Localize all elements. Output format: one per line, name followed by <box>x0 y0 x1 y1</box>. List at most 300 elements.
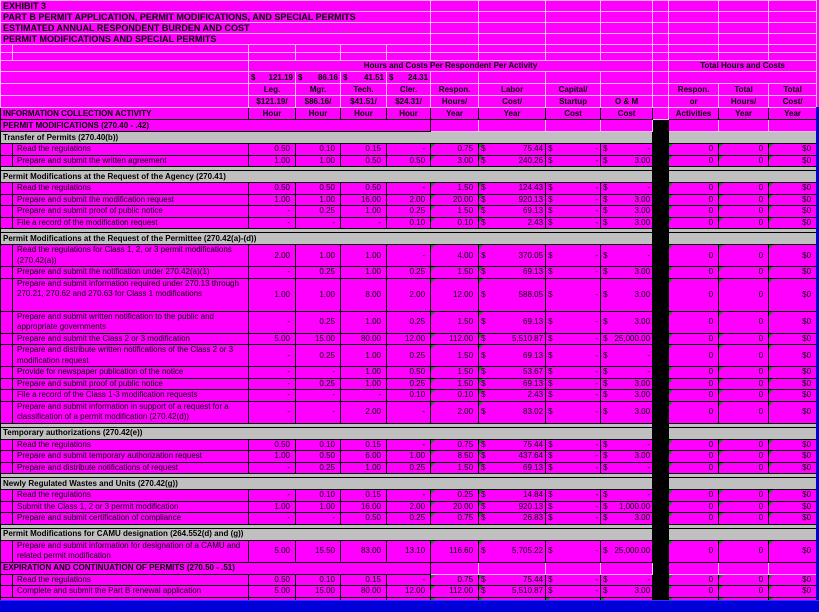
cell-respondent-hours[interactable]: 8.50 <box>431 451 479 463</box>
column-header[interactable]: O & M <box>601 96 653 108</box>
empty-cell[interactable] <box>249 45 296 53</box>
empty-cell[interactable] <box>546 53 601 61</box>
column-header[interactable]: Total <box>719 84 769 96</box>
indent-cell[interactable] <box>1 390 13 402</box>
activity-label[interactable]: Read the regulations <box>13 490 249 502</box>
empty-cell[interactable] <box>546 34 601 45</box>
cell-total-hours[interactable]: 0 <box>719 333 769 345</box>
empty-cell[interactable] <box>546 12 601 23</box>
cell-om-cost[interactable] <box>601 345 653 367</box>
cell-legal-hours[interactable]: 0.50 <box>249 183 296 195</box>
cell-respondents[interactable]: 0 <box>669 540 719 562</box>
cell-capital-startup-cost[interactable] <box>546 390 601 402</box>
cell-clerical-hours[interactable]: 0.50 <box>387 367 431 379</box>
column-header[interactable]: Year <box>719 108 769 120</box>
cell-clerical-hours[interactable]: 12.00 <box>387 333 431 345</box>
empty-cell[interactable] <box>387 53 431 61</box>
column-header[interactable]: Cost/ <box>769 96 817 108</box>
column-header[interactable]: Activities <box>669 108 719 120</box>
cell-manager-hours[interactable]: 0.10 <box>296 439 341 451</box>
cell-manager-hours[interactable]: 0.25 <box>296 206 341 218</box>
cell-capital-startup-cost[interactable] <box>546 586 601 598</box>
cell-legal-hours[interactable]: - <box>249 367 296 379</box>
cell-labor-cost[interactable] <box>479 206 546 218</box>
cell-technical-hours[interactable]: 1.00 <box>341 245 387 267</box>
indent-cell[interactable] <box>1 586 13 598</box>
title-text[interactable]: ESTIMATED ANNUAL RESPONDENT BURDEN AND COST <box>1 23 431 34</box>
indent-cell[interactable] <box>1 245 13 267</box>
cell-total-cost[interactable]: $0 <box>769 245 817 267</box>
cell-total-cost[interactable]: $0 <box>769 513 817 525</box>
section-header[interactable]: Newly Regulated Wastes and Units (270.42(g)) <box>1 478 653 490</box>
cell-technical-hours[interactable]: 16.00 <box>341 501 387 513</box>
cell-manager-hours[interactable]: 0.25 <box>296 267 341 279</box>
cell-total-hours[interactable]: 0 <box>719 267 769 279</box>
cell-respondents[interactable]: 0 <box>669 513 719 525</box>
cell-respondents[interactable]: 0 <box>669 245 719 267</box>
cell-capital-startup-cost[interactable] <box>546 245 601 267</box>
cell-legal-hours[interactable]: 2.00 <box>249 245 296 267</box>
cell-technical-hours[interactable]: 1.00 <box>341 267 387 279</box>
cell-legal-hours[interactable]: 1.00 <box>249 451 296 463</box>
cell-legal-hours[interactable]: - <box>249 378 296 390</box>
cell-capital-startup-cost[interactable] <box>546 311 601 333</box>
cell-manager-hours[interactable]: 0.25 <box>296 378 341 390</box>
rate-cell[interactable] <box>341 72 387 84</box>
indent-cell[interactable] <box>1 278 13 311</box>
empty-cell[interactable] <box>719 562 769 574</box>
column-header[interactable] <box>601 84 653 96</box>
cell-legal-hours[interactable]: - <box>249 390 296 402</box>
cell-legal-hours[interactable]: - <box>249 401 296 423</box>
empty-cell[interactable] <box>546 23 601 34</box>
empty-cell[interactable] <box>653 12 669 23</box>
empty-cell[interactable] <box>431 12 479 23</box>
empty-cell[interactable] <box>479 12 546 23</box>
cell-om-cost[interactable] <box>601 513 653 525</box>
empty-cell[interactable] <box>431 72 479 84</box>
column-header[interactable]: Hour <box>296 108 341 120</box>
column-header[interactable]: Cost <box>601 108 653 120</box>
empty-cell[interactable] <box>669 23 719 34</box>
cell-total-hours[interactable]: 0 <box>719 401 769 423</box>
indent-cell[interactable] <box>1 540 13 562</box>
indent-cell[interactable] <box>1 439 13 451</box>
empty-cell[interactable] <box>669 45 719 53</box>
empty-cell[interactable] <box>341 45 387 53</box>
cell-respondent-hours[interactable]: 1.50 <box>431 367 479 379</box>
column-header[interactable]: Total <box>769 84 817 96</box>
cell-legal-hours[interactable]: - <box>249 311 296 333</box>
cell-om-cost[interactable] <box>601 155 653 167</box>
cell-clerical-hours[interactable]: - <box>387 183 431 195</box>
cell-total-cost[interactable]: $0 <box>769 574 817 586</box>
cell-labor-cost[interactable] <box>479 586 546 598</box>
cell-respondents[interactable]: 0 <box>669 378 719 390</box>
cell-om-cost[interactable] <box>601 183 653 195</box>
title-text[interactable]: PERMIT MODIFICATIONS AND SPECIAL PERMITS <box>1 34 431 45</box>
empty-cell[interactable] <box>1 84 249 96</box>
activity-label[interactable]: Prepare and submit information for designation of a CAMU and related permit modification <box>13 540 249 562</box>
cell-om-cost[interactable] <box>601 267 653 279</box>
cell-clerical-hours[interactable]: 0.25 <box>387 206 431 218</box>
cell-labor-cost[interactable] <box>479 278 546 311</box>
cell-total-cost[interactable]: $0 <box>769 267 817 279</box>
empty-cell[interactable] <box>669 53 719 61</box>
cell-om-cost[interactable] <box>601 451 653 463</box>
cell-respondent-hours[interactable]: 0.75 <box>431 439 479 451</box>
empty-cell[interactable] <box>669 233 817 245</box>
cell-technical-hours[interactable]: - <box>341 217 387 229</box>
indent-cell[interactable] <box>1 378 13 390</box>
cell-respondents[interactable]: 0 <box>669 501 719 513</box>
cell-clerical-hours[interactable]: 0.50 <box>387 155 431 167</box>
indent-cell[interactable] <box>1 206 13 218</box>
cell-labor-cost[interactable] <box>479 390 546 402</box>
empty-cell[interactable] <box>431 562 479 574</box>
empty-cell[interactable] <box>601 562 653 574</box>
cell-om-cost[interactable] <box>601 540 653 562</box>
cell-om-cost[interactable] <box>601 245 653 267</box>
cell-capital-startup-cost[interactable] <box>546 378 601 390</box>
empty-cell[interactable] <box>601 120 653 132</box>
cell-legal-hours[interactable]: 1.00 <box>249 278 296 311</box>
cell-labor-cost[interactable] <box>479 462 546 474</box>
cell-capital-startup-cost[interactable] <box>546 501 601 513</box>
activity-label[interactable]: Read the regulations <box>13 144 249 156</box>
cell-manager-hours[interactable]: 15.00 <box>296 333 341 345</box>
indent-cell[interactable] <box>1 333 13 345</box>
cell-respondents[interactable]: 0 <box>669 278 719 311</box>
empty-cell[interactable] <box>479 23 546 34</box>
cell-clerical-hours[interactable]: 0.10 <box>387 217 431 229</box>
cell-capital-startup-cost[interactable] <box>546 367 601 379</box>
activity-label[interactable]: Prepare and submit information in support of a request for a classification of a permit modification (270.42(d)) <box>13 401 249 423</box>
indent-cell[interactable] <box>1 217 13 229</box>
indent-cell[interactable] <box>1 345 13 367</box>
cell-capital-startup-cost[interactable] <box>546 345 601 367</box>
cell-total-cost[interactable]: $0 <box>769 490 817 502</box>
empty-cell[interactable] <box>653 23 669 34</box>
activity-label[interactable]: Prepare and submit temporary authorization request <box>13 451 249 463</box>
cell-om-cost[interactable] <box>601 501 653 513</box>
cell-total-hours[interactable]: 0 <box>719 345 769 367</box>
column-header[interactable]: Mgr. <box>296 84 341 96</box>
empty-cell[interactable] <box>479 45 546 53</box>
cell-manager-hours[interactable]: 0.25 <box>296 345 341 367</box>
empty-cell[interactable] <box>13 53 249 61</box>
cell-total-cost[interactable]: $0 <box>769 278 817 311</box>
cell-technical-hours[interactable]: 6.00 <box>341 451 387 463</box>
cell-legal-hours[interactable]: 1.00 <box>249 501 296 513</box>
title-text[interactable]: PART B PERMIT APPLICATION, PERMIT MODIFICATIONS, AND SPECIAL PERMITS <box>1 12 431 23</box>
cell-labor-cost[interactable] <box>479 574 546 586</box>
cell-labor-cost[interactable] <box>479 401 546 423</box>
cell-legal-hours[interactable]: - <box>249 462 296 474</box>
cell-manager-hours[interactable]: 0.25 <box>296 311 341 333</box>
section-header[interactable]: Temporary authorizations (270.42(e)) <box>1 427 653 439</box>
cell-legal-hours[interactable]: 1.00 <box>249 155 296 167</box>
empty-cell[interactable] <box>296 53 341 61</box>
cell-respondent-hours[interactable]: 20.00 <box>431 501 479 513</box>
column-header[interactable]: Respon. <box>669 84 719 96</box>
cell-respondents[interactable]: 0 <box>669 490 719 502</box>
column-header[interactable]: $24.31/ <box>387 96 431 108</box>
activity-label[interactable]: Prepare and submit written notification to the public and appropriate governments <box>13 311 249 333</box>
cell-clerical-hours[interactable]: 0.25 <box>387 513 431 525</box>
cell-technical-hours[interactable]: 1.00 <box>341 367 387 379</box>
activity-label[interactable]: Prepare and submit the modification request <box>13 194 249 206</box>
empty-cell[interactable] <box>719 53 769 61</box>
cell-respondent-hours[interactable]: 1.50 <box>431 311 479 333</box>
column-header[interactable]: Hour <box>387 108 431 120</box>
indent-cell[interactable] <box>1 513 13 525</box>
indent-cell[interactable] <box>1 501 13 513</box>
cell-respondent-hours[interactable]: 2.00 <box>431 401 479 423</box>
cell-respondent-hours[interactable]: 1.50 <box>431 206 479 218</box>
cell-technical-hours[interactable]: 0.50 <box>341 183 387 195</box>
column-header[interactable]: $121.19/ <box>249 96 296 108</box>
column-header[interactable]: Year <box>769 108 817 120</box>
cell-total-cost[interactable]: $0 <box>769 439 817 451</box>
activity-label[interactable]: Prepare and distribute notifications of request <box>13 462 249 474</box>
cell-om-cost[interactable] <box>601 333 653 345</box>
empty-cell[interactable] <box>479 53 546 61</box>
section-header[interactable]: Transfer of Permits (270.40(b)) <box>1 132 653 144</box>
cell-manager-hours[interactable]: 0.50 <box>296 183 341 195</box>
cell-respondents[interactable]: 0 <box>669 390 719 402</box>
activity-label[interactable]: Read the regulations for Class 1, 2, or 3 permit modifications (270.42(a)) <box>13 245 249 267</box>
cell-respondents[interactable]: 0 <box>669 206 719 218</box>
cell-total-hours[interactable]: 0 <box>719 155 769 167</box>
cell-capital-startup-cost[interactable] <box>546 451 601 463</box>
indent-cell[interactable] <box>1 267 13 279</box>
totals-band-header[interactable]: Total Hours and Costs <box>669 61 817 72</box>
cell-total-cost[interactable]: $0 <box>769 333 817 345</box>
cell-labor-cost[interactable] <box>479 155 546 167</box>
column-header[interactable]: Year <box>479 108 546 120</box>
empty-cell[interactable] <box>296 45 341 53</box>
indent-cell[interactable] <box>1 490 13 502</box>
cell-total-hours[interactable]: 0 <box>719 513 769 525</box>
cell-respondent-hours[interactable]: 20.00 <box>431 194 479 206</box>
cell-legal-hours[interactable]: 0.50 <box>249 439 296 451</box>
cell-total-hours[interactable]: 0 <box>719 311 769 333</box>
cell-om-cost[interactable] <box>601 378 653 390</box>
cell-total-cost[interactable]: $0 <box>769 378 817 390</box>
cell-capital-startup-cost[interactable] <box>546 278 601 311</box>
cell-clerical-hours[interactable]: 0.25 <box>387 378 431 390</box>
activity-label[interactable]: File a record of the modification request <box>13 217 249 229</box>
activity-label[interactable]: Prepare and submit the notification under 270.42(a)(1) <box>13 267 249 279</box>
cell-om-cost[interactable] <box>601 462 653 474</box>
empty-cell[interactable] <box>653 72 669 84</box>
cell-respondent-hours[interactable]: 1.50 <box>431 267 479 279</box>
cell-respondent-hours[interactable]: 112.00 <box>431 586 479 598</box>
indent-cell[interactable] <box>1 311 13 333</box>
cell-manager-hours[interactable]: - <box>296 367 341 379</box>
cell-legal-hours[interactable]: - <box>249 217 296 229</box>
cell-legal-hours[interactable]: - <box>249 267 296 279</box>
column-header[interactable]: Tech. <box>341 84 387 96</box>
empty-cell[interactable] <box>1 45 13 53</box>
empty-cell[interactable] <box>653 1 669 12</box>
indent-cell[interactable] <box>1 194 13 206</box>
cell-clerical-hours[interactable]: 0.25 <box>387 311 431 333</box>
cell-labor-cost[interactable] <box>479 267 546 279</box>
cell-labor-cost[interactable] <box>479 451 546 463</box>
cell-technical-hours[interactable]: 83.00 <box>341 540 387 562</box>
cell-total-cost[interactable]: $0 <box>769 217 817 229</box>
cell-om-cost[interactable] <box>601 194 653 206</box>
cell-total-hours[interactable]: 0 <box>719 245 769 267</box>
empty-cell[interactable] <box>669 171 817 183</box>
empty-cell[interactable] <box>601 34 653 45</box>
cell-respondents[interactable]: 0 <box>669 333 719 345</box>
cell-labor-cost[interactable] <box>479 333 546 345</box>
cell-total-hours[interactable]: 0 <box>719 378 769 390</box>
cell-respondent-hours[interactable]: 1.50 <box>431 378 479 390</box>
cell-respondent-hours[interactable]: 1.50 <box>431 183 479 195</box>
rate-cell[interactable] <box>387 72 431 84</box>
cell-om-cost[interactable] <box>601 574 653 586</box>
cell-capital-startup-cost[interactable] <box>546 206 601 218</box>
cell-manager-hours[interactable]: 0.10 <box>296 144 341 156</box>
cell-labor-cost[interactable] <box>479 217 546 229</box>
empty-cell[interactable] <box>479 120 546 132</box>
empty-cell[interactable] <box>431 45 479 53</box>
cell-respondent-hours[interactable]: 116.60 <box>431 540 479 562</box>
cell-respondents[interactable]: 0 <box>669 267 719 279</box>
cell-capital-startup-cost[interactable] <box>546 439 601 451</box>
title-text[interactable]: EXHIBIT 3 <box>1 1 431 12</box>
activity-label[interactable]: Read the regulations <box>13 439 249 451</box>
cell-respondents[interactable]: 0 <box>669 345 719 367</box>
indent-cell[interactable] <box>1 144 13 156</box>
column-header[interactable]: Startup <box>546 96 601 108</box>
per-activity-band-header[interactable]: Hours and Costs Per Respondent Per Activity <box>249 61 653 72</box>
cell-clerical-hours[interactable]: 2.00 <box>387 278 431 311</box>
cell-capital-startup-cost[interactable] <box>546 144 601 156</box>
cell-clerical-hours[interactable]: - <box>387 144 431 156</box>
empty-cell[interactable] <box>669 1 719 12</box>
empty-cell[interactable] <box>479 72 546 84</box>
cell-total-cost[interactable]: $0 <box>769 451 817 463</box>
empty-cell[interactable] <box>479 1 546 12</box>
cell-respondents[interactable]: 0 <box>669 401 719 423</box>
indent-cell[interactable] <box>1 401 13 423</box>
cell-manager-hours[interactable]: - <box>296 401 341 423</box>
cell-legal-hours[interactable]: - <box>249 513 296 525</box>
activity-label[interactable]: Prepare and distribute written notifications of the Class 2 or 3 modification request <box>13 345 249 367</box>
section-header[interactable]: Permit Modifications at the Request of the Agency (270.41) <box>1 171 653 183</box>
cell-technical-hours[interactable]: 16.00 <box>341 194 387 206</box>
cell-om-cost[interactable] <box>601 206 653 218</box>
cell-clerical-hours[interactable]: 0.25 <box>387 345 431 367</box>
cell-legal-hours[interactable]: 0.50 <box>249 144 296 156</box>
column-header[interactable]: Cler. <box>387 84 431 96</box>
cell-labor-cost[interactable] <box>479 439 546 451</box>
cell-labor-cost[interactable] <box>479 245 546 267</box>
cell-capital-startup-cost[interactable] <box>546 267 601 279</box>
cell-om-cost[interactable] <box>601 278 653 311</box>
section-header[interactable]: Permit Modifications for CAMU designation (264.552(d) and (g)) <box>1 528 653 540</box>
empty-cell[interactable] <box>601 45 653 53</box>
cell-total-cost[interactable]: $0 <box>769 183 817 195</box>
empty-cell[interactable] <box>669 528 817 540</box>
cell-labor-cost[interactable] <box>479 311 546 333</box>
cell-clerical-hours[interactable]: 2.00 <box>387 194 431 206</box>
empty-cell[interactable] <box>431 53 479 61</box>
cell-total-cost[interactable]: $0 <box>769 390 817 402</box>
cell-labor-cost[interactable] <box>479 490 546 502</box>
cell-respondent-hours[interactable]: 1.50 <box>431 345 479 367</box>
cell-clerical-hours[interactable]: - <box>387 574 431 586</box>
cell-total-cost[interactable]: $0 <box>769 206 817 218</box>
column-header[interactable]: Cost/ <box>479 96 546 108</box>
empty-cell[interactable] <box>546 120 601 132</box>
cell-om-cost[interactable] <box>601 311 653 333</box>
activity-column-header[interactable]: INFORMATION COLLECTION ACTIVITY <box>1 108 249 120</box>
cell-manager-hours[interactable]: 0.50 <box>296 451 341 463</box>
cell-technical-hours[interactable]: 1.00 <box>341 345 387 367</box>
empty-cell[interactable] <box>719 45 769 53</box>
cell-total-hours[interactable]: 0 <box>719 194 769 206</box>
cell-respondent-hours[interactable]: 1.50 <box>431 462 479 474</box>
empty-cell[interactable] <box>769 1 817 12</box>
cell-respondent-hours[interactable]: 0.75 <box>431 144 479 156</box>
indent-cell[interactable] <box>1 367 13 379</box>
cell-clerical-hours[interactable]: - <box>387 439 431 451</box>
empty-cell[interactable] <box>669 12 719 23</box>
empty-cell[interactable] <box>387 45 431 53</box>
empty-cell[interactable] <box>1 72 249 84</box>
cell-total-cost[interactable]: $0 <box>769 540 817 562</box>
cell-respondent-hours[interactable]: 0.10 <box>431 390 479 402</box>
empty-cell[interactable] <box>719 1 769 12</box>
cell-manager-hours[interactable]: 1.00 <box>296 155 341 167</box>
column-header[interactable]: Capital/ <box>546 84 601 96</box>
cell-clerical-hours[interactable]: 13.10 <box>387 540 431 562</box>
cell-total-cost[interactable]: $0 <box>769 144 817 156</box>
empty-cell[interactable] <box>601 12 653 23</box>
empty-cell[interactable] <box>769 12 817 23</box>
cell-manager-hours[interactable]: 1.00 <box>296 278 341 311</box>
cell-total-hours[interactable]: 0 <box>719 586 769 598</box>
cell-technical-hours[interactable]: 0.15 <box>341 144 387 156</box>
empty-cell[interactable] <box>546 562 601 574</box>
cell-clerical-hours[interactable]: - <box>387 490 431 502</box>
cell-respondent-hours[interactable]: 12.00 <box>431 278 479 311</box>
empty-cell[interactable] <box>601 23 653 34</box>
cell-manager-hours[interactable]: 0.10 <box>296 490 341 502</box>
activity-label[interactable]: Read the regulations <box>13 574 249 586</box>
empty-cell[interactable] <box>719 34 769 45</box>
empty-cell[interactable] <box>1 61 249 72</box>
cell-total-hours[interactable]: 0 <box>719 439 769 451</box>
column-header[interactable]: Hours/ <box>431 96 479 108</box>
cell-total-cost[interactable]: $0 <box>769 401 817 423</box>
cell-clerical-hours[interactable]: 0.25 <box>387 462 431 474</box>
empty-cell[interactable] <box>601 1 653 12</box>
cell-om-cost[interactable] <box>601 439 653 451</box>
cell-total-hours[interactable]: 0 <box>719 490 769 502</box>
cell-manager-hours[interactable]: - <box>296 217 341 229</box>
empty-cell[interactable] <box>769 120 817 132</box>
section-header[interactable]: EXPIRATION AND CONTINUATION OF PERMITS (270.50 - .51) <box>1 562 431 574</box>
indent-cell[interactable] <box>1 462 13 474</box>
rate-cell[interactable] <box>296 72 341 84</box>
